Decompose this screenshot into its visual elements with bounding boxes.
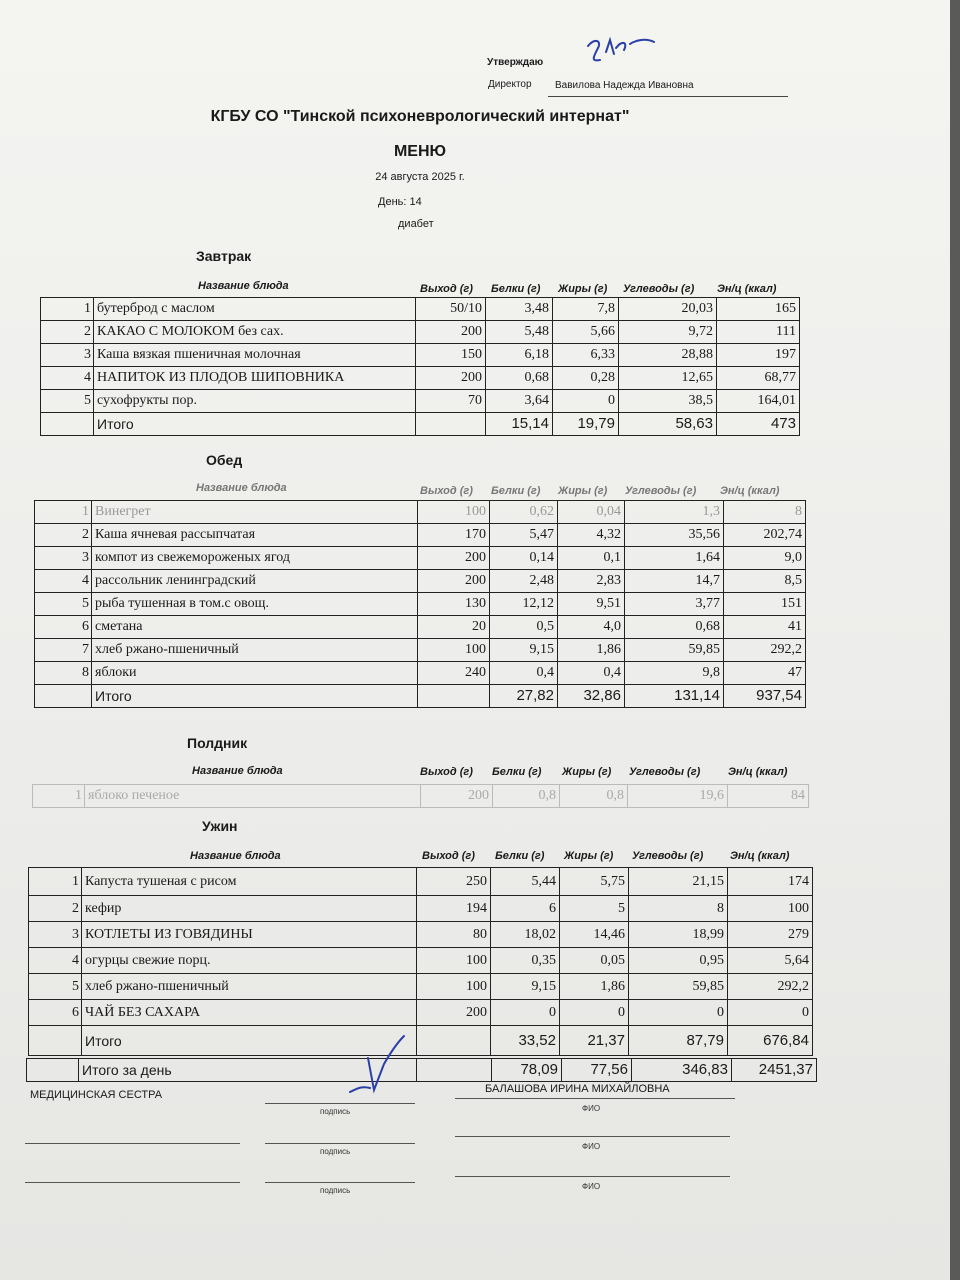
day-total-row: Итого за день 78,09 77,56 346,83 2451,37 [27,1059,817,1082]
menu-diet: диабет [398,218,434,230]
dish-name: рассольник ленинградский [92,570,418,593]
table-row: 3 КОТЛЕТЫ ИЗ ГОВЯДИНЫ 80 18,02 14,46 18,99 279 [29,922,813,948]
dish-name: сметана [92,616,418,639]
nurse-signature [340,1030,420,1100]
table-row: 1 Винегрет 100 0,62 0,04 1,3 8 [35,501,806,524]
total-label: Итого [92,685,418,708]
fio-line [455,1176,730,1177]
dish-name: Капуста тушеная с рисом [82,868,417,896]
director-name: Вавилова Надежда Ивановна [555,80,694,91]
fio-line [455,1098,735,1099]
table-row: 6 сметана 20 0,5 4,0 0,68 41 [35,616,806,639]
col-protein: Белки (г) [491,283,541,295]
breakfast-table [40,297,800,436]
col-fat: Жиры (г) [558,485,608,497]
table-row: 6 ЧАЙ БЕЗ САХАРА 200 0 0 0 0 [29,1000,813,1026]
role-line [25,1143,240,1144]
col-energy: Эн/ц (ккал) [720,485,780,497]
director-signature [580,32,660,72]
meal-title-dinner: Ужин [202,818,238,834]
sign-line [265,1143,415,1144]
total-row: Итого 33,52 21,37 87,79 676,84 [29,1026,813,1056]
col-name: Название блюда [196,482,287,494]
dish-name: кефир [82,896,417,922]
total-label: Итого [94,413,416,436]
col-energy: Эн/ц (ккал) [717,283,777,295]
col-name: Название блюда [198,280,289,292]
approve-label: Утверждаю [487,57,544,68]
table-row: 4 рассольник ленинградский 200 2,48 2,83 14,7 8,5 [35,570,806,593]
col-fat: Жиры (г) [564,850,614,862]
table-row: 2 Каша ячневая рассыпчатая 170 5,47 4,32 35,56 202,74 [35,524,806,547]
col-name: Название блюда [190,850,281,862]
menu-date: 24 августа 2025 г. [375,171,465,183]
total-row: Итого 15,14 19,79 58,63 473 [41,413,800,436]
col-protein: Белки (г) [492,766,542,778]
table-row: 1 бутерброд с маслом 50/10 3,48 7,8 20,03 165 [41,298,800,321]
dish-name: КАКАО С МОЛОКОМ без сах. [94,321,416,344]
table-row: 3 компот из свежемороженых ягод 200 0,14 0,1 1,64 9,0 [35,547,806,570]
director-label: Директор [488,79,532,90]
dish-name: Каша ячневая рассыпчатая [92,524,418,547]
col-fat: Жиры (г) [558,283,608,295]
total-label: Итого [82,1026,417,1056]
col-energy: Эн/ц (ккал) [730,850,790,862]
dish-name: огурцы свежие порц. [82,948,417,974]
role-line [25,1182,240,1183]
col-carbs: Углеводы (г) [623,283,695,295]
table-row: 3 Каша вязкая пшеничная молочная 150 6,18 6,33 28,88 197 [41,344,800,367]
col-weight: Выход (г) [420,485,473,497]
total-row: Итого 27,82 32,86 131,14 937,54 [35,685,806,708]
col-name: Название блюда [192,765,283,777]
fio-caption: ФИО [582,1182,601,1191]
table-row: 7 хлеб ржано-пшеничный 100 9,15 1,86 59,85 292,2 [35,639,806,662]
sign-line [265,1182,415,1183]
table-row: 8 яблоки 240 0,4 0,4 9,8 47 [35,662,806,685]
meal-title-breakfast: Завтрак [196,248,252,264]
dish-name: рыба тушенная в том.с овощ. [92,593,418,616]
col-protein: Белки (г) [495,850,545,862]
fio-caption: ФИО [582,1142,601,1151]
table-row: 2 КАКАО С МОЛОКОМ без сах. 200 5,48 5,66 9,72 111 [41,321,800,344]
dinner-table [28,867,813,1056]
dish-name: Каша вязкая пшеничная молочная [94,344,416,367]
fio-caption: ФИО [582,1104,601,1113]
table-row: 1 яблоко печеное 200 0,8 0,8 19,6 84 [33,785,809,808]
dish-name: КОТЛЕТЫ ИЗ ГОВЯДИНЫ [82,922,417,948]
day-total-label: Итого за день [79,1059,417,1082]
col-energy: Эн/ц (ккал) [728,766,788,778]
dish-name: хлеб ржано-пшеничный [82,974,417,1000]
day-total-table [26,1058,817,1082]
table-row: 1 Капуста тушеная с рисом 250 5,44 5,75 21,15 174 [29,868,813,896]
table-row: 5 хлеб ржано-пшеничный 100 9,15 1,86 59,85 292,2 [29,974,813,1000]
director-line [548,96,788,97]
snack-table [32,784,809,808]
organization-title: КГБУ СО "Тинской психоневрологический интернат" [210,108,630,125]
nurse-name: БАЛАШОВА ИРИНА МИХАЙЛОВНА [485,1083,670,1095]
meal-title-snack: Полдник [187,735,248,751]
nurse-role: МЕДИЦИНСКАЯ СЕСТРА [30,1089,163,1101]
col-protein: Белки (г) [491,485,541,497]
fio-line [455,1136,730,1137]
dish-name: яблоко печеное [85,785,421,808]
lunch-table [34,500,806,708]
table-row: 4 огурцы свежие порц. 100 0,35 0,05 0,95 5,64 [29,948,813,974]
table-row: 5 рыба тушенная в том.с овощ. 130 12,12 9,51 3,77 151 [35,593,806,616]
col-weight: Выход (г) [420,766,473,778]
col-fat: Жиры (г) [562,766,612,778]
sign-caption: подпись [320,1147,351,1156]
sign-caption: подпись [320,1186,351,1195]
sign-caption: подпись [320,1107,351,1116]
col-carbs: Углеводы (г) [632,850,704,862]
dish-name: яблоки [92,662,418,685]
dish-name: компот из свежемороженых ягод [92,547,418,570]
menu-day: День: 14 [378,196,422,208]
col-carbs: Углеводы (г) [629,766,701,778]
col-weight: Выход (г) [420,283,473,295]
dish-name: бутерброд с маслом [94,298,416,321]
col-weight: Выход (г) [422,850,475,862]
dish-name: хлеб ржано-пшеничный [92,639,418,662]
col-carbs: Углеводы (г) [625,485,697,497]
table-row: 4 НАПИТОК ИЗ ПЛОДОВ ШИПОВНИКА 200 0,68 0,28 12,65 68,77 [41,367,800,390]
sign-line [265,1103,415,1104]
dish-name: НАПИТОК ИЗ ПЛОДОВ ШИПОВНИКА [94,367,416,390]
dish-name: Винегрет [92,501,418,524]
meal-title-lunch: Обед [206,452,243,468]
dish-name: сухофрукты пор. [94,390,416,413]
menu-title: МЕНЮ [393,143,447,160]
table-row: 5 сухофрукты пор. 70 3,64 0 38,5 164,01 [41,390,800,413]
dish-name: ЧАЙ БЕЗ САХАРА [82,1000,417,1026]
table-row: 2 кефир 194 6 5 8 100 [29,896,813,922]
